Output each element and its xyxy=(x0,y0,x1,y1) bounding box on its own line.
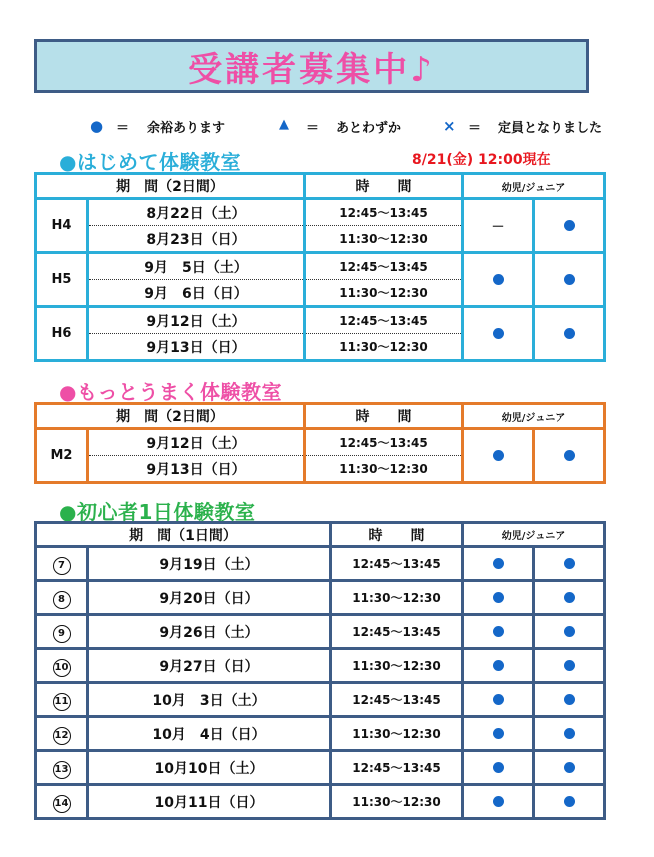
time-cell: 12:45～13:45 xyxy=(331,751,463,785)
status-dot xyxy=(564,728,575,739)
status-youji xyxy=(463,547,534,581)
status-youji xyxy=(463,253,534,307)
legend-few-symbol: ▲ xyxy=(279,117,289,132)
status-dot xyxy=(493,274,504,285)
legend-available-symbol: ● xyxy=(90,117,104,135)
time-cell: 11:30～12:30 xyxy=(305,226,463,253)
time-cell: 11:30～12:30 xyxy=(305,334,463,361)
header-category: 幼児/ジュニア xyxy=(463,523,605,547)
status-dot xyxy=(564,762,575,773)
session-number-cell xyxy=(36,683,88,717)
session-number: 7 xyxy=(53,557,71,575)
session-number: 11 xyxy=(53,693,71,711)
header-period: 期 間（2日間） xyxy=(36,174,305,199)
header-row xyxy=(36,523,605,547)
session-number-cell xyxy=(36,717,88,751)
section-title-shoshin: ●初心者1日体験教室 xyxy=(59,500,256,524)
header-row xyxy=(36,404,605,429)
status-dot xyxy=(493,592,504,603)
table-row xyxy=(36,547,605,581)
table-row xyxy=(36,751,605,785)
table-row xyxy=(36,581,605,615)
status-dot xyxy=(564,660,575,671)
status-dot xyxy=(493,450,504,461)
table-row xyxy=(36,199,605,226)
time-cell: 11:30～12:30 xyxy=(305,280,463,307)
time-cell: 12:45～13:45 xyxy=(305,253,463,280)
legend xyxy=(0,117,654,137)
session-number: 10 xyxy=(53,659,71,677)
legend-full-symbol: × xyxy=(443,117,456,135)
date-cell: 9月12日（土） xyxy=(88,307,305,334)
status-youji xyxy=(463,683,534,717)
status-junior xyxy=(534,307,605,361)
table-row xyxy=(36,615,605,649)
status-dot xyxy=(493,728,504,739)
section-title-hajimete: ●はじめて体験教室 xyxy=(59,150,241,174)
status-junior xyxy=(534,547,605,581)
legend-full-label: 定員となりました xyxy=(498,121,603,136)
status-dot xyxy=(564,450,575,461)
session-number-cell xyxy=(36,785,88,819)
header-row xyxy=(36,174,605,199)
course-code: H4 xyxy=(36,199,88,253)
status-dot xyxy=(493,558,504,569)
date-cell: 10月11日（日） xyxy=(88,785,331,819)
status-dot xyxy=(564,328,575,339)
status-dot xyxy=(564,592,575,603)
banner-title: 受講者募集中♪ xyxy=(188,49,435,90)
course-code: M2 xyxy=(36,429,88,483)
as-of-timestamp: 8/21(金) 12:00現在 xyxy=(412,152,551,168)
status-dot xyxy=(564,274,575,285)
status-junior xyxy=(534,649,605,683)
date-cell: 10月10日（土） xyxy=(88,751,331,785)
banner xyxy=(34,39,589,93)
shoshin-table xyxy=(34,521,606,820)
status-dot xyxy=(493,626,504,637)
status-junior xyxy=(534,785,605,819)
status-junior xyxy=(534,717,605,751)
hajimete-table xyxy=(34,172,606,362)
status-junior xyxy=(534,683,605,717)
date-cell: 8月23日（日） xyxy=(88,226,305,253)
status-dot xyxy=(564,220,575,231)
time-cell: 12:45～13:45 xyxy=(305,307,463,334)
date-cell: 9月13日（日） xyxy=(88,334,305,361)
date-cell: 9月26日（土） xyxy=(88,615,331,649)
session-number: 8 xyxy=(53,591,71,609)
session-number-cell xyxy=(36,581,88,615)
section-title-motto: ●もっとうまく体験教室 xyxy=(59,380,282,404)
date-cell: 9月13日（日） xyxy=(88,456,305,483)
time-cell: 11:30～12:30 xyxy=(331,649,463,683)
status-dot xyxy=(493,660,504,671)
status-dot xyxy=(493,762,504,773)
session-number-cell xyxy=(36,751,88,785)
status-youji xyxy=(463,717,534,751)
time-cell: 11:30～12:30 xyxy=(331,717,463,751)
session-number: 9 xyxy=(53,625,71,643)
legend-equals: ＝ xyxy=(468,121,482,136)
status-dash: － xyxy=(491,220,505,235)
status-dot xyxy=(493,328,504,339)
legend-equals: ＝ xyxy=(116,121,130,136)
session-number: 14 xyxy=(53,795,71,813)
course-code: H5 xyxy=(36,253,88,307)
time-cell: 12:45～13:45 xyxy=(331,547,463,581)
time-cell: 11:30～12:30 xyxy=(331,785,463,819)
status-junior xyxy=(534,751,605,785)
status-junior xyxy=(534,199,605,253)
session-number-cell xyxy=(36,615,88,649)
legend-equals: ＝ xyxy=(306,121,320,136)
table-row xyxy=(36,253,605,280)
date-cell: 9月19日（土） xyxy=(88,547,331,581)
date-cell: 8月22日（土） xyxy=(88,199,305,226)
status-dot xyxy=(564,694,575,705)
header-time: 時 間 xyxy=(305,174,463,199)
status-youji xyxy=(463,751,534,785)
date-cell: 9月20日（日） xyxy=(88,581,331,615)
legend-available-label: 余裕あります xyxy=(147,121,226,136)
table-row xyxy=(36,785,605,819)
time-cell: 12:45～13:45 xyxy=(305,199,463,226)
header-time: 時 間 xyxy=(331,523,463,547)
date-cell: 9月 6日（日） xyxy=(88,280,305,307)
header-time: 時 間 xyxy=(305,404,463,429)
status-junior xyxy=(534,581,605,615)
session-number: 12 xyxy=(53,727,71,745)
date-cell: 10月 4日（日） xyxy=(88,717,331,751)
status-youji xyxy=(463,429,534,483)
status-dot xyxy=(564,626,575,637)
table-row xyxy=(36,683,605,717)
header-period: 期 間（1日間） xyxy=(36,523,331,547)
date-cell: 9月12日（土） xyxy=(88,429,305,456)
time-cell: 12:45～13:45 xyxy=(331,683,463,717)
status-dot xyxy=(564,558,575,569)
motto-table xyxy=(34,402,606,484)
date-cell: 10月 3日（土） xyxy=(88,683,331,717)
course-code: H6 xyxy=(36,307,88,361)
status-youji xyxy=(463,307,534,361)
header-category: 幼児/ジュニア xyxy=(463,404,605,429)
status-junior xyxy=(534,253,605,307)
table-row xyxy=(36,649,605,683)
legend-few-label: あとわずか xyxy=(336,121,402,136)
time-cell: 12:45～13:45 xyxy=(305,429,463,456)
time-cell: 12:45～13:45 xyxy=(331,615,463,649)
status-youji xyxy=(463,615,534,649)
table-row xyxy=(36,429,605,456)
date-cell: 9月27日（日） xyxy=(88,649,331,683)
status-junior xyxy=(534,615,605,649)
header-category: 幼児/ジュニア xyxy=(463,174,605,199)
status-youji xyxy=(463,581,534,615)
status-youji xyxy=(463,785,534,819)
status-youji xyxy=(463,199,534,253)
status-junior xyxy=(534,429,605,483)
status-youji xyxy=(463,649,534,683)
table-row xyxy=(36,307,605,334)
time-cell: 11:30～12:30 xyxy=(305,456,463,483)
date-cell: 9月 5日（土） xyxy=(88,253,305,280)
header-period: 期 間（2日間） xyxy=(36,404,305,429)
session-number-cell xyxy=(36,649,88,683)
session-number: 13 xyxy=(53,761,71,779)
time-cell: 11:30～12:30 xyxy=(331,581,463,615)
status-dot xyxy=(493,796,504,807)
session-number-cell xyxy=(36,547,88,581)
status-dot xyxy=(564,796,575,807)
status-dot xyxy=(493,694,504,705)
table-row xyxy=(36,717,605,751)
